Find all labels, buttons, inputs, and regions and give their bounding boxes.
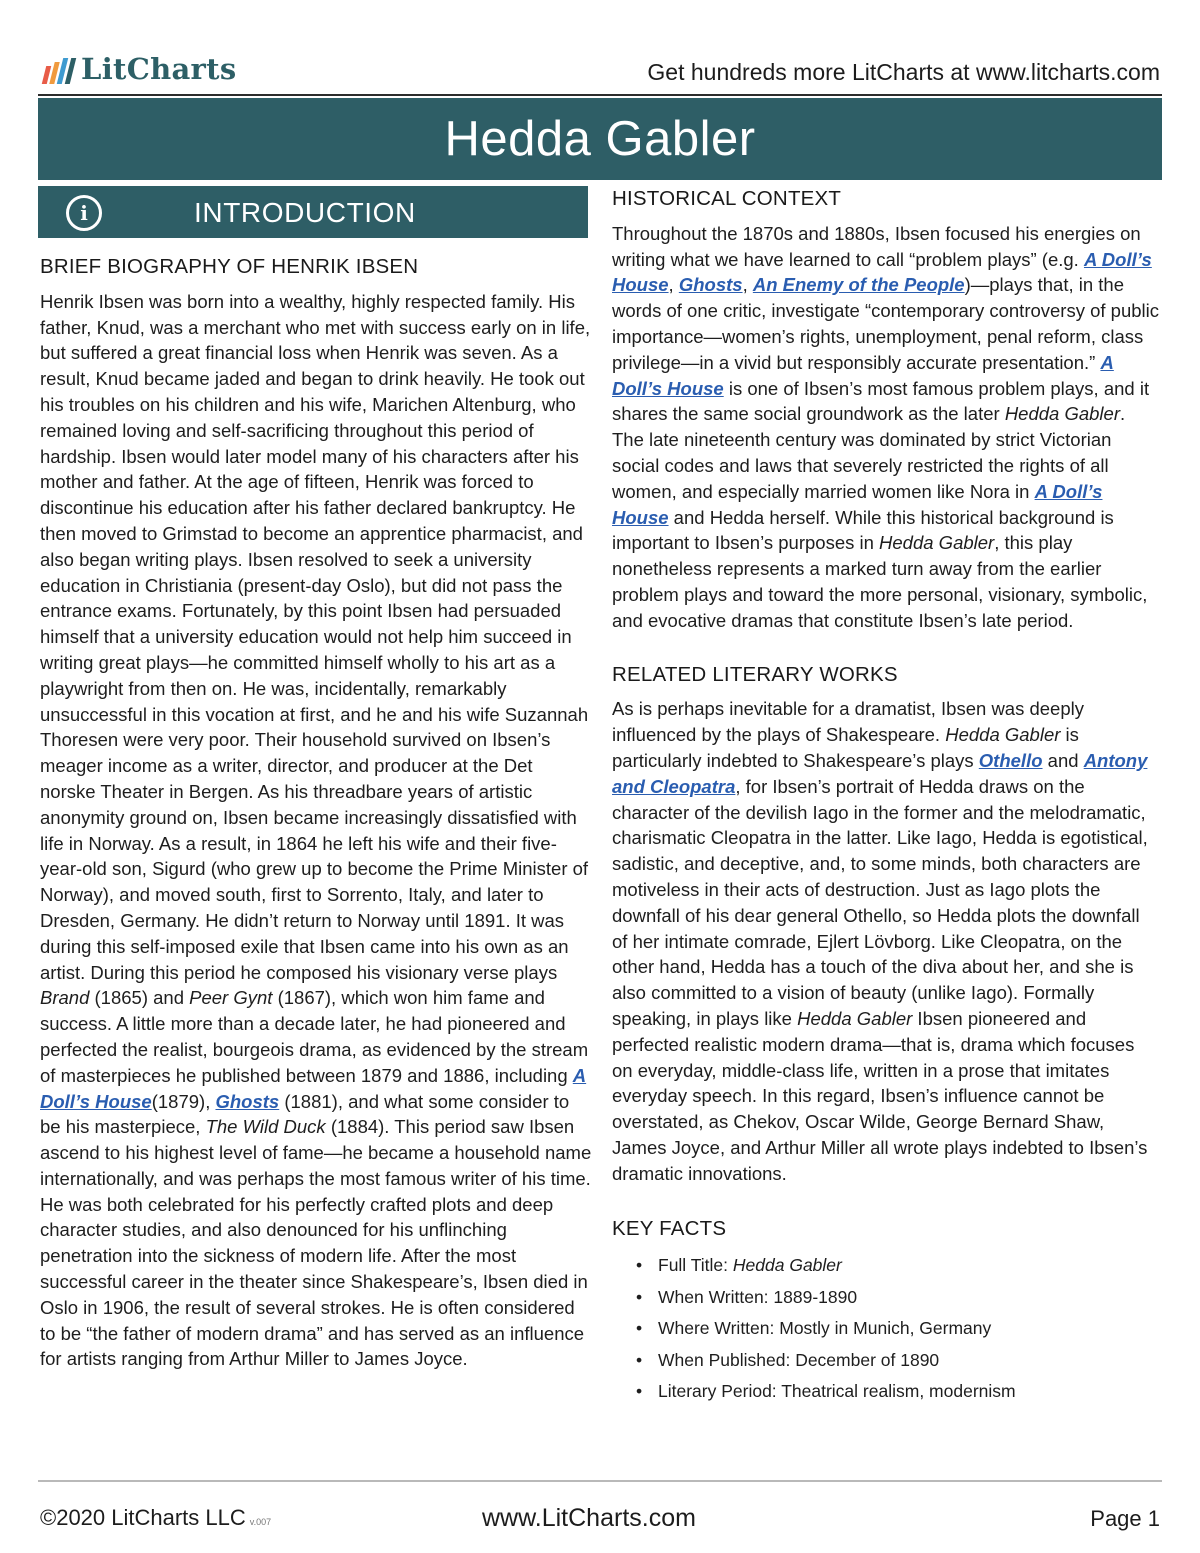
text-run: , [742,274,753,296]
text-run: , for Ibsen’s portrait of Hedda draws on the character of the devilish Iago in the former and the melodramatic, charismatic Cleopatra in the latter. Like Iago, Hedda is egotistical, sadistic, and deceptive, and, to some minds, both characters are motiveless in their acts of destruction. Just as Iago plots the downfall of his dear general Othello, so Hedda plots the downfall of her intimate comrade, Ejlert Lövborg. Like Cleopatra, on the other hand, Hedda has a touch of the diva about her, and she is also committed to a vision of beauty (unlike Iago). Formally speaking, in plays like [612,775,1148,1029]
hedda-gabler-title: Hedda Gabler [1004,403,1120,425]
page-number: Page 1 [1090,1506,1160,1531]
key-fact-label: Full Title: [658,1255,729,1276]
key-fact-value: Hedda Gabler [732,1255,842,1276]
footer-divider [38,1480,1162,1482]
key-fact-label: Literary Period: [658,1381,777,1402]
dolls-house-link[interactable]: A Doll’s House [612,351,1114,399]
text-run: (1865) and [89,987,190,1009]
wild-duck-title: The Wild Duck [205,1116,326,1138]
hedda-gabler-title: Hedda Gabler [879,532,995,554]
info-icon: i [66,195,102,231]
dolls-house-link[interactable]: A Doll’s House [612,480,1103,528]
text-run: and Hedda herself. While this historical background is important to Ibsen’s purposes in [612,506,1114,554]
text-run: , [668,274,679,296]
header-tagline: Get hundreds more LitCharts at www.litcharts.com [647,59,1160,85]
text-run: Throughout the 1870s and 1880s, Ibsen focused his energies on writing what we have learned to call “problem plays” (e.g. [612,222,1141,270]
hedda-gabler-title: Hedda Gabler [797,1007,913,1029]
biography-paragraph [40,289,592,1372]
key-facts-heading: KEY FACTS [612,1217,727,1241]
left-column [40,254,592,1372]
antony-and-cleopatra-link[interactable]: Antony and Cleopatra [612,749,1148,797]
key-fact-value: December of 1890 [795,1349,940,1370]
text-run: and [1042,749,1084,771]
key-fact-item [634,1345,1160,1377]
key-fact-item [634,1282,1160,1314]
text-run: (1879), [151,1090,216,1112]
introduction-heading: INTRODUCTION [194,197,416,228]
copyright-text: ©2020 LitCharts LLC [40,1505,246,1530]
text-run: is one of Ibsen’s most famous problem plays, and it shares the same social groundwork as the later [612,377,1150,425]
key-facts-list [612,1250,1160,1408]
text-run: (1867), which won him fame and success. A little more than a decade later, he had pioneered and perfected the realist, bourgeois drama, as evidenced by the stream of masterpieces he published between 1879 and 1886, including [40,987,589,1086]
key-fact-label: When Published: [658,1349,791,1370]
page-title: Hedda Gabler [38,98,1162,180]
key-fact-item [634,1250,1160,1282]
logo-bars-icon [44,58,73,84]
text-run: )—plays that, in the words of one critic, investigate “contemporary controversy of public importance—women’s rights, unemployment, penal reform, class privilege—in a vivid but responsibly accurate presentation.” [612,274,1160,373]
brand-title: Brand [40,987,90,1009]
text-run: (1884). This period saw Ibsen ascend to his highest level of fame—he became a household name internationally, and was perhaps the most famous writer of his time. He was both celebrated for his perfectly crafted plots and deep character studies, and also denounced for his unflinching penetration into the sickness of modern life. After the most successful career in the theater since Shakespeare’s, Ibsen died in Oslo in 1906, the result of several strokes. He is often considered to be “the father of modern drama” and has served as an influence for artists ranging from Arthur Miller to James Joyce. [40,1116,592,1370]
right-column [612,186,1160,1408]
peer-gynt-title: Peer Gynt [189,987,273,1009]
text-run: , this play nonetheless represents a marked turn away from the earlier problem plays and toward the more personal, visionary, symbolic, and evocative dramas that constitute Ibsen’s late period. [612,532,1148,631]
hedda-gabler-title: Hedda Gabler [945,724,1061,746]
historical-context-heading: HISTORICAL CONTEXT [612,187,842,210]
version-label: v.007 [249,1517,272,1527]
ghosts-link[interactable]: Ghosts [678,274,743,296]
text-run: . The late nineteenth century was dominated by strict Victorian social codes and laws that severely restricted the rights of all women, and especially married women like Nora in [612,403,1126,502]
dolls-house-link[interactable]: A Doll’s House [612,248,1152,296]
othello-link[interactable]: Othello [978,749,1043,771]
key-fact-label: Where Written: [658,1318,775,1339]
related-works-heading: RELATED LITERARY WORKS [612,662,898,686]
key-fact-item [634,1313,1160,1345]
introduction-banner [38,186,588,238]
key-fact-value: 1889-1890 [773,1286,858,1307]
biography-heading: BRIEF BIOGRAPHY OF HENRIK IBSEN [40,255,419,278]
page-header [38,46,1162,96]
text-run: (1881), and what some consider to be his masterpiece, [40,1090,570,1138]
key-fact-label: When Written: [658,1286,769,1307]
footer-copyright [40,1505,271,1531]
litcharts-logo[interactable] [44,54,236,84]
ghosts-link[interactable]: Ghosts [215,1090,280,1112]
key-fact-item [634,1376,1160,1408]
key-fact-value: Mostly in Munich, Germany [779,1318,992,1339]
related-works-paragraph [612,696,1160,1186]
key-fact-value: Theatrical realism, modernism [781,1381,1016,1402]
dolls-house-link[interactable]: A Doll’s House [40,1064,587,1112]
text-run: Henrik Ibsen was born into a wealthy, highly respected family. His father, Knud, was a merchant who met with success early on in life, but suffered a great financial loss when Henrik was seven. As a result, Knud became jaded and began to drink heavily. He took out his troubles on his children and his wife, Marichen Altenburg, who remained loving and self-sacrificing throughout this period of hardship. Ibsen would later model many of his characters after his mother and father. At the age of fifteen, Henrik was forced to discontinue his education after his father declared bankruptcy. He then moved to Grimstad to become an apprentice pharmacist, and also began writing plays. Ibsen resolved to seek a university education in Christiania (present-day Oslo), but did not pass the entrance exams. Fortunately, by this point Ibsen had persuaded himself that a university education would not help him succeed in writing great plays—he committed himself wholly to his art as a playwright from then on. He was, incidentally, remarkably unsuccessful in this vocation at first, and he and his wife Suzannah Thoresen were very poor. Their household survived on Ibsen’s meager income as a writer, director, and producer at the Det norske Theater in Bergen. As his threadbare years of artistic anonymity ground on, Ibsen became increasingly dissatisfied with life in Norway. As a result, in 1864 he left his wife and their five-year-old son, Sigurd (who grew up to become the Prime Minister of Norway), and moved south, first to Sorrento, Italy, and later to Dresden, Germany. He didn’t return to Norway until 1891. It was during this self-imposed exile that Ibsen came into his own as an artist. During this period he composed his visionary verse plays [40,290,591,983]
text-run: Ibsen pioneered and perfected realistic modern drama—that is, drama which focuses on everyday, middle-class life, written in a prose that imitates everyday speech. In this regard, Ibsen’s influence cannot be overstated, as Chekov, Oscar Wilde, George Bernard Shaw, James Joyce, and Arthur Miller all wrote plays indebted to Ibsen’s dramatic innovations. [612,1007,1148,1184]
text-run: is particularly indebted to Shakespeare’s plays [612,724,1079,771]
logo-text: LitCharts [81,52,237,86]
enemy-of-the-people-link[interactable]: An Enemy of the People [752,274,965,296]
text-run: As is perhaps inevitable for a dramatist, Ibsen was deeply influenced by the plays of Shakespeare. [612,698,1084,746]
footer-site-link[interactable]: www.LitCharts.com [482,1504,696,1532]
historical-context-paragraph [612,221,1160,634]
